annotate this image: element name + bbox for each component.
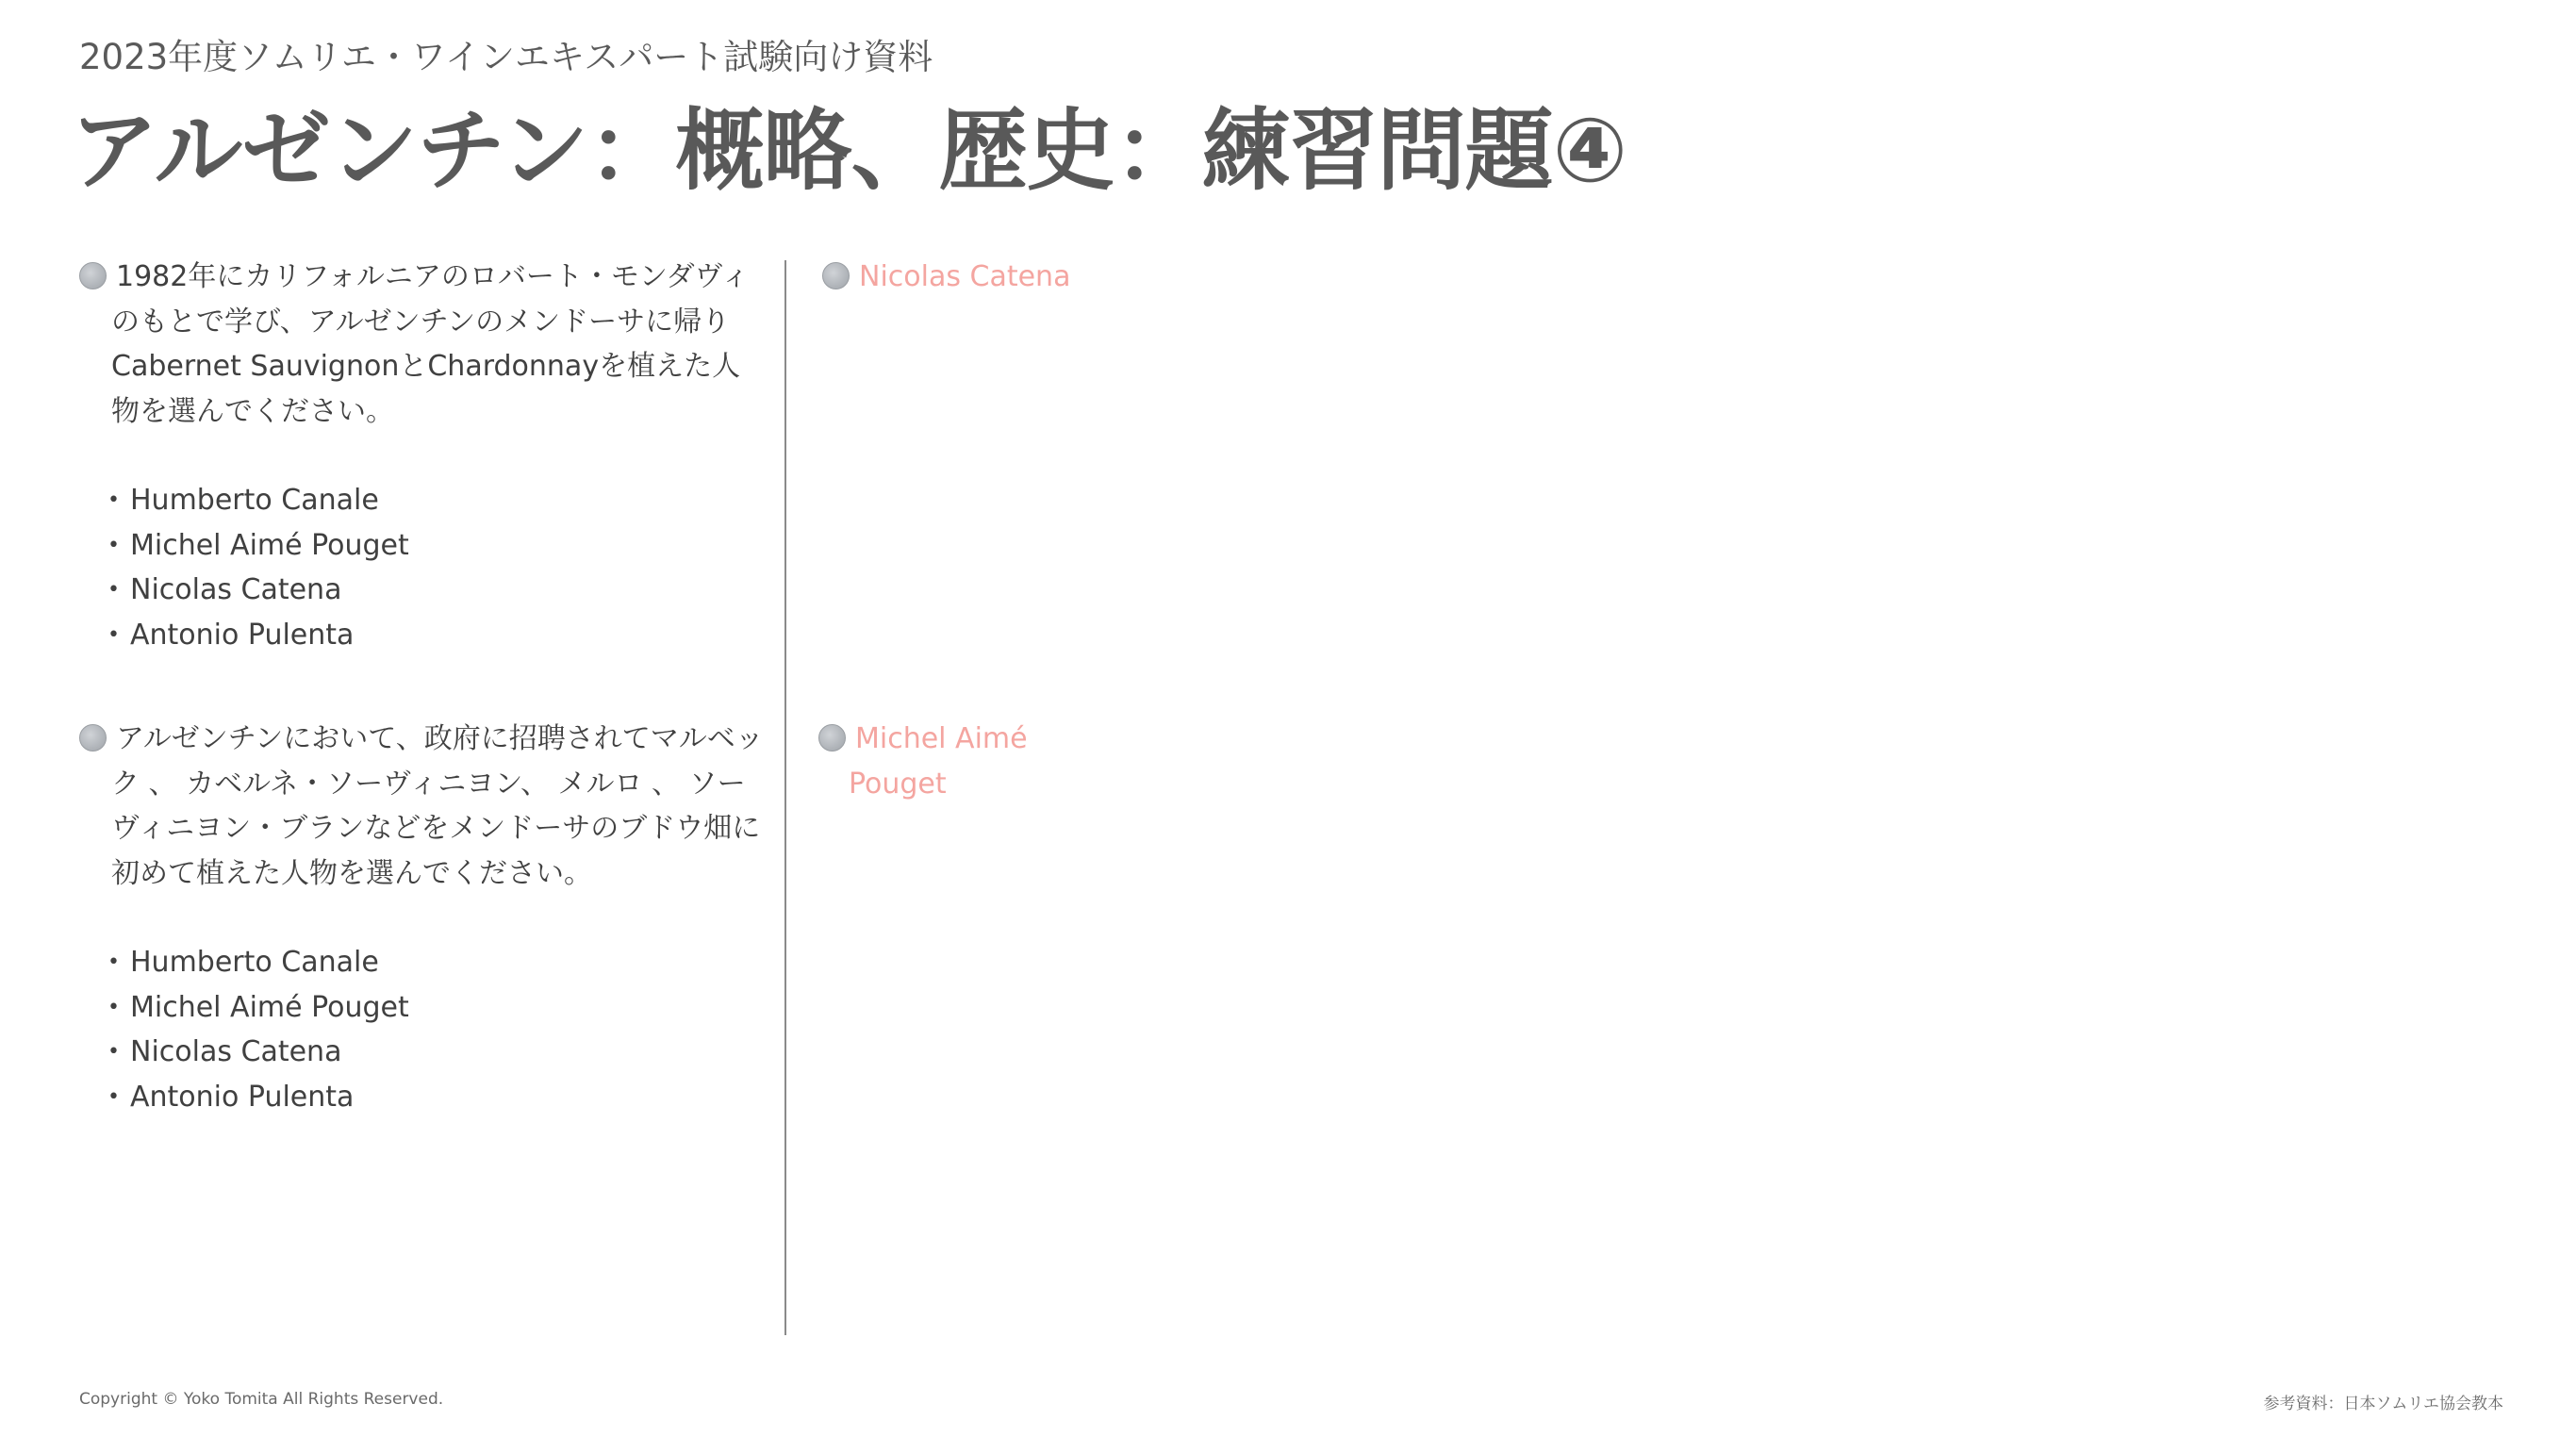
page-subtitle: 2023年度ソムリエ・ワインエキスパート試験向け資料 (79, 37, 933, 77)
answer-1 (822, 255, 1070, 300)
option-item: • Nicolas Catena (107, 1030, 768, 1075)
question-2-text: アルゼンチンにおいて、政府に招聘されてマルベック 、 カベルネ・ソーヴィニヨン、 メルロ 、 ソーヴィニヨン・ブランなどをメンドーサのブドウ畑に初めて植えた人物を選んでください。 (111, 722, 764, 890)
option-item: • Humberto Canale (107, 478, 768, 523)
option-item: • Humberto Canale (107, 940, 768, 985)
gray-circle-icon (818, 724, 846, 752)
question-2-options (79, 940, 768, 1119)
reference-text: 参考資料：日本ソムリエ協会教本 (2263, 1395, 2503, 1413)
question-1 (79, 255, 768, 657)
option-item: • Antonio Pulenta (107, 1075, 768, 1120)
answer-1-text: Nicolas Catena (859, 260, 1071, 293)
option-item: • Michel Aimé Pouget (107, 523, 768, 569)
option-item: • Antonio Pulenta (107, 613, 768, 658)
option-item: • Nicolas Catena (107, 568, 768, 613)
answer-2 (818, 717, 1056, 806)
question-1-options (79, 478, 768, 657)
page-title: アルゼンチン：概略、歴史：練習問題④ (70, 100, 1627, 203)
gray-circle-icon (79, 724, 107, 752)
column-divider (784, 260, 786, 1335)
option-item: • Michel Aimé Pouget (107, 985, 768, 1031)
gray-circle-icon (79, 262, 107, 289)
copyright-text: Copyright © Yoko Tomita All Rights Reserved. (79, 1390, 444, 1409)
question-1-text: 1982年にカリフォルニアのロバート・モンダヴィのもとで学び、アルゼンチンのメンドーサに帰りCabernet SauvignonとChardonnayを植えた人物を選んでください。 (111, 260, 750, 428)
question-2-text-block (79, 717, 768, 896)
question-2 (79, 717, 768, 1119)
gray-circle-icon (822, 262, 850, 289)
question-1-text-block (79, 255, 768, 434)
answer-2-text: Michel Aimé Pouget (849, 722, 1028, 801)
